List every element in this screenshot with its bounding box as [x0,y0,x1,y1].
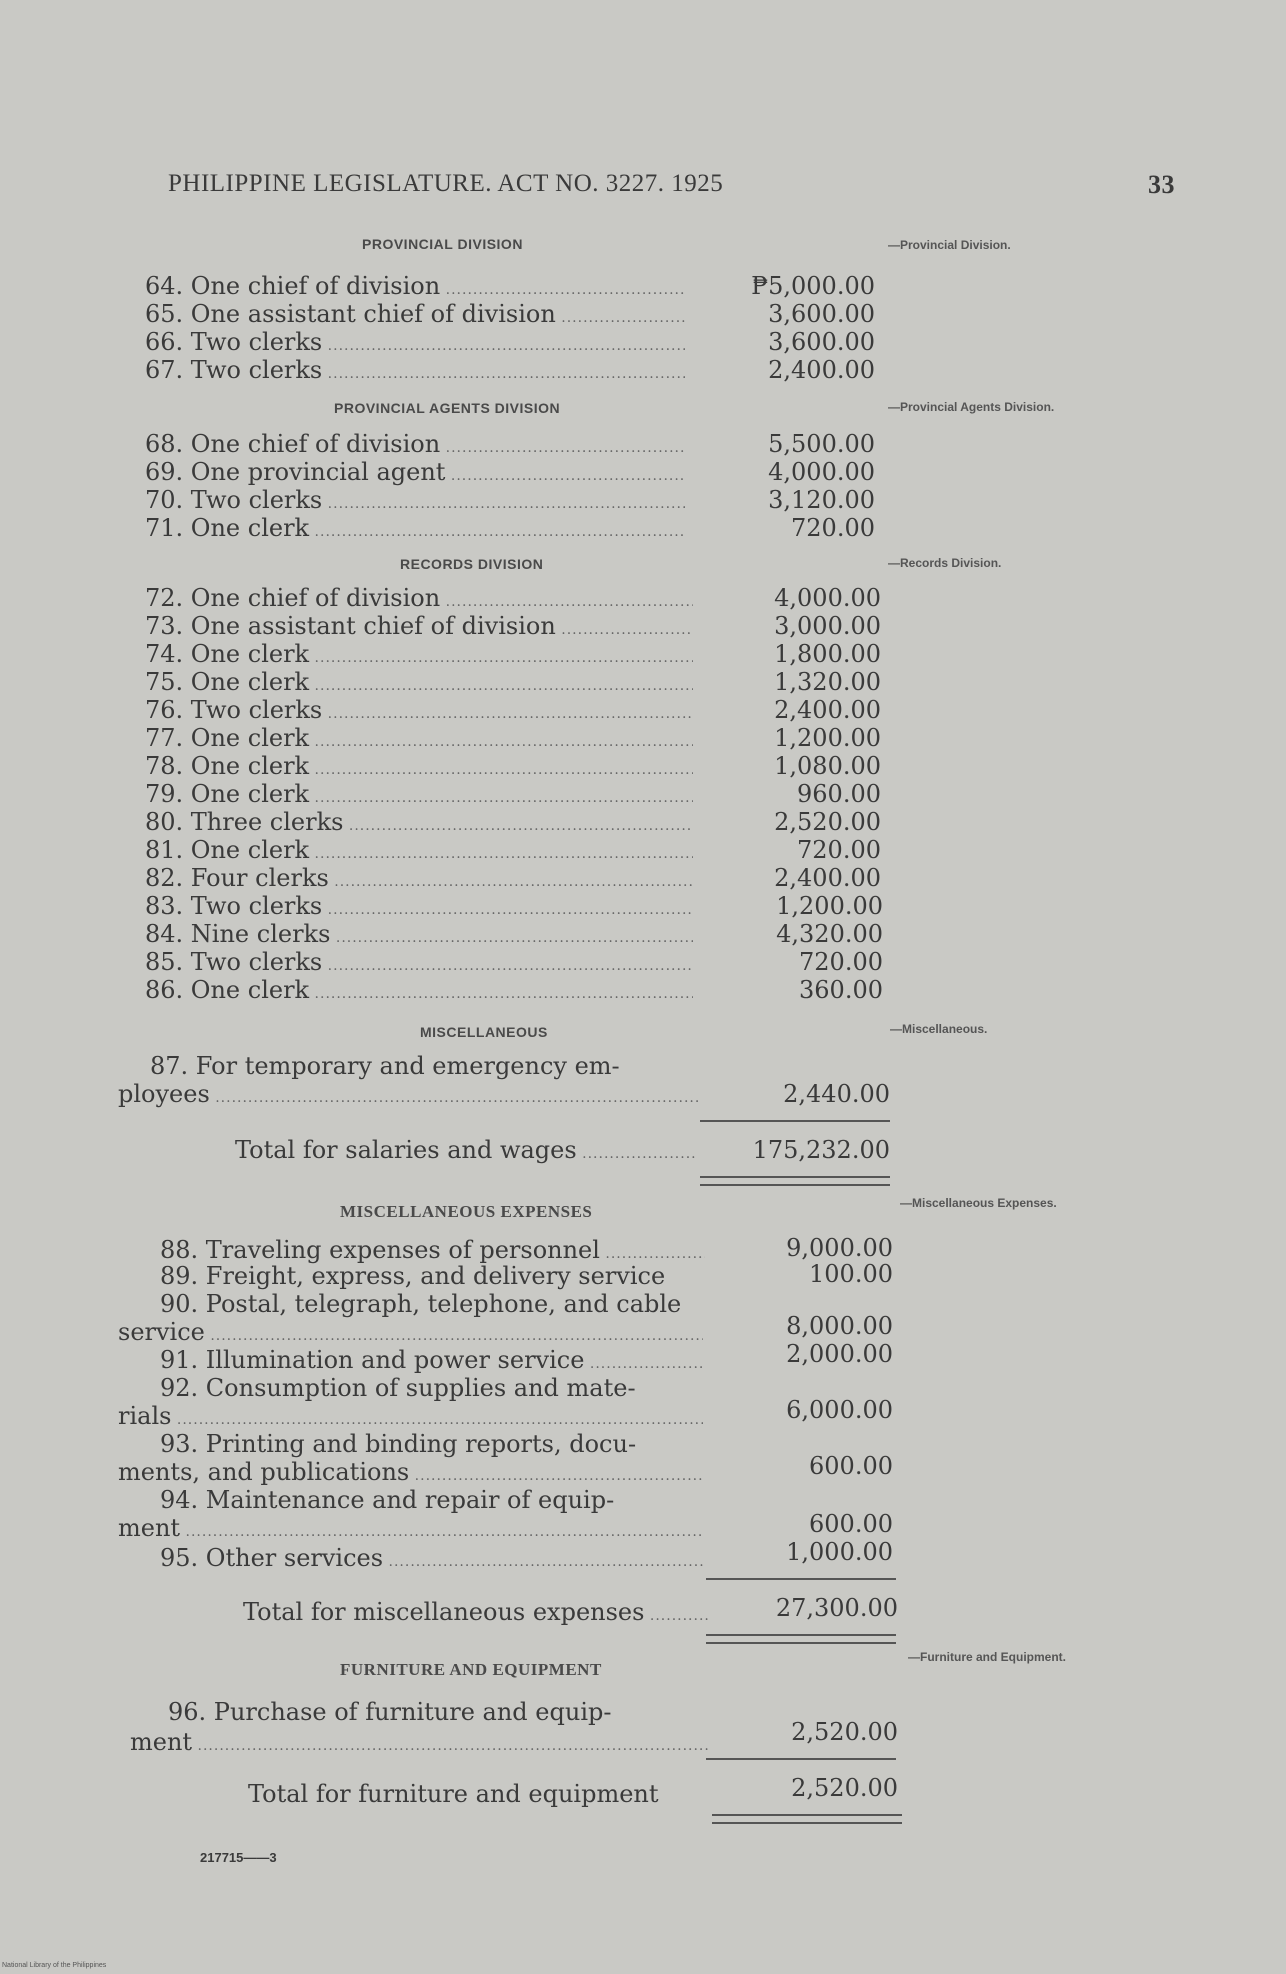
page-number: 33 [1148,170,1175,199]
rule-95 [706,1578,896,1580]
item-96-amount: 2,520.00 [791,1718,898,1746]
item-93-amount: 600.00 [809,1452,893,1480]
row-amount: 4,320.00 [776,920,883,948]
section-misc-exp: MISCELLANEOUS EXPENSES [340,1202,593,1221]
row-label: 83. Two clerks ..... [145,892,693,924]
row-amount: 720.00 [797,836,881,864]
rule-96 [706,1758,896,1760]
item-95-amount: 1,000.00 [786,1538,893,1566]
item-89-amount: 100.00 [809,1260,893,1288]
row-label: 85. Two clerks ..... [145,948,693,980]
section-agents: PROVINCIAL AGENTS DIVISION [334,400,561,416]
margin-note-agents: —Provincial Agents Division. [888,400,1055,414]
row-amount: 3,120.00 [768,486,875,514]
row-label: 65. One assistant chief of division ..... [145,300,685,332]
rule-87 [700,1120,890,1122]
row-amount: 1,320.00 [774,668,881,696]
double-rule-misc [706,1634,896,1644]
row-label: 67. Two clerks ..... [145,356,685,388]
footer-code: 217715——3 [200,1850,277,1865]
row-label: 73. One assistant chief of division ..... [145,612,693,644]
document-page: PHILIPPINE LEGISLATURE. ACT NO. 3227. 1925 33 PROVINCIAL DIVISION —Provincial Division. 64. One chief of division ..... ₱5,000.00 65. One assistant chief of division ..... 3,600.00 66. Two clerks ..... 3,600.00 67. Two clerks ..... 2,400.00 68. One chief of division ..... 5,500.00 69. One provincial agent ..... 4,000.00 70. Two clerks ..... 3,120.00 71. One clerk ..... 720.00 72. One chief of division ..... 4,000.00 73. One assistant chief of division ..... 3,000.00 74. One clerk ..... 1,800.00 75. One clerk ..... 1,320.00 76. Two clerks ..... 2,400.00 77. One clerk ..... 1,200.00 78. One clerk ..... 1,080.00 79. One clerk ..... 960.00 80. Three clerks ..... 2,520.00 81. One clerk ..... 720.00 82. Four clerks ..... 2,400.00 83. Two clerks ..... 1,200.00 84. Nine clerks ..... 4,320.00 85. Two clerks ..... 720.00 86. One clerk ..... 360.00 PROVINCIAL AGENTS DIVISION —Provincial Agents Division. RECORDS DIVISION —Records Division. MISCELLANEOUS —Miscellaneous. 87. For temporary and emergency em- ployees ..... 2,440.00 Total for salaries and wages ..... 175,232.00 MISCELLANEOUS EXPENSES —Miscellaneous Expenses. 88. Traveling expenses of personnel ..... 9,000.00 89. Freight, express, and delivery service 100.00 90. Postal, telegraph, telephone, and cable service ..... 8,000.00 91. Illumination and power service ..... 2,000.00 92. Consumption of supplies and mate- rials ..... 6,000.00 93. Printing and binding reports, docu- ments, and publications ..... 600.00 94. Maintenance and repair of equip- ment ..... 600.00 95. Other services ..... 1,000.00 Total for miscellaneous expenses ..... 27,300.00 FURNITURE AND EQUIPMENT —Furniture and Equipment. 96. Purchase of furniture and equip- ment ..... 2,520.00 Total for furniture and equipment 2,520.00 217715——3 National Library of the Philippines [0,0,1286,1974]
row-amount: 360.00 [799,976,883,1004]
item-93-line1: 93. Printing and binding reports, docu- [160,1430,637,1458]
row-amount: 4,000.00 [768,458,875,486]
row-amount: ₱5,000.00 [751,272,875,300]
row-label: 71. One clerk ..... [145,514,685,546]
row-label: 76. Two clerks ..... [145,696,693,728]
item-94-line1: 94. Maintenance and repair of equip- [160,1486,615,1514]
credit-line: National Library of the Philippines [2,1962,107,1969]
row-label: 72. One chief of division ..... [145,584,693,616]
row-amount: 960.00 [797,780,881,808]
row-label: 70. Two clerks ..... [145,486,685,518]
item-91-amount: 2,000.00 [786,1340,893,1368]
row-amount: 5,500.00 [768,430,875,458]
row-label: 75. One clerk ..... [145,668,693,700]
item-89: 89. Freight, express, and delivery service [160,1262,666,1290]
row-label: 82. Four clerks ..... [145,864,693,896]
page-header [168,170,1178,198]
section-misc: MISCELLANEOUS [420,1024,548,1040]
margin-note-provincial: —Provincial Division. [888,238,1011,252]
item-90-line1: 90. Postal, telegraph, telephone, and cable [160,1290,682,1318]
row-amount: 1,800.00 [774,640,881,668]
total-misc-amount: 27,300.00 [775,1594,898,1622]
row-label: 66. Two clerks ..... [145,328,685,360]
margin-note-misc-exp: —Miscellaneous Expenses. [900,1196,1057,1210]
row-label: 80. Three clerks ..... [145,808,693,840]
row-label: 84. Nine clerks ..... [145,920,693,952]
double-rule-salaries [700,1176,890,1186]
row-amount: 720.00 [791,514,875,542]
total-furniture: Total for furniture and equipment [248,1780,659,1808]
row-label: 78. One clerk ..... [145,752,693,784]
item-96-line1: 96. Purchase of furniture and equip- [168,1698,612,1726]
header-title: PHILIPPINE LEGISLATURE. ACT NO. 3227. 1925 [168,170,724,197]
item-92-line1: 92. Consumption of supplies and mate- [160,1374,636,1402]
row-label: 79. One clerk ..... [145,780,693,812]
item-87-line1: 87. For temporary and emergency em- [150,1052,620,1080]
row-amount: 3,600.00 [768,300,875,328]
section-provincial: PROVINCIAL DIVISION [362,236,523,252]
row-amount: 1,200.00 [774,724,881,752]
row-label: 86. One clerk ..... [145,976,693,1008]
row-amount: 720.00 [799,948,883,976]
row-label: 68. One chief of division ..... [145,430,685,462]
row-label: 77. One clerk ..... [145,724,693,756]
item-87-amount: 2,440.00 [783,1080,890,1108]
row-amount: 4,000.00 [774,584,881,612]
item-88-amount: 9,000.00 [786,1234,893,1262]
row-amount: 3,600.00 [768,328,875,356]
double-rule-furniture [712,1814,902,1824]
row-amount: 1,080.00 [774,752,881,780]
row-label: 81. One clerk ..... [145,836,693,868]
row-amount: 1,200.00 [776,892,883,920]
item-92-amount: 6,000.00 [786,1396,893,1424]
margin-note-records: —Records Division. [888,556,1002,570]
row-label: 69. One provincial agent ..... [145,458,685,490]
row-label: 64. One chief of division ..... [145,272,685,304]
margin-note-furniture: —Furniture and Equipment. [908,1650,1066,1664]
item-94-amount: 600.00 [809,1510,893,1538]
total-furniture-amount: 2,520.00 [791,1774,898,1802]
row-amount: 2,400.00 [768,356,875,384]
item-90-amount: 8,000.00 [786,1312,893,1340]
total-salaries-amount: 175,232.00 [752,1136,890,1164]
row-amount: 3,000.00 [774,612,881,640]
row-label: 74. One clerk ..... [145,640,693,672]
margin-note-misc: —Miscellaneous. [890,1022,988,1036]
row-amount: 2,520.00 [774,808,881,836]
row-amount: 2,400.00 [774,864,881,892]
row-amount: 2,400.00 [774,696,881,724]
section-records: RECORDS DIVISION [400,556,544,572]
section-furniture: FURNITURE AND EQUIPMENT [340,1660,602,1679]
